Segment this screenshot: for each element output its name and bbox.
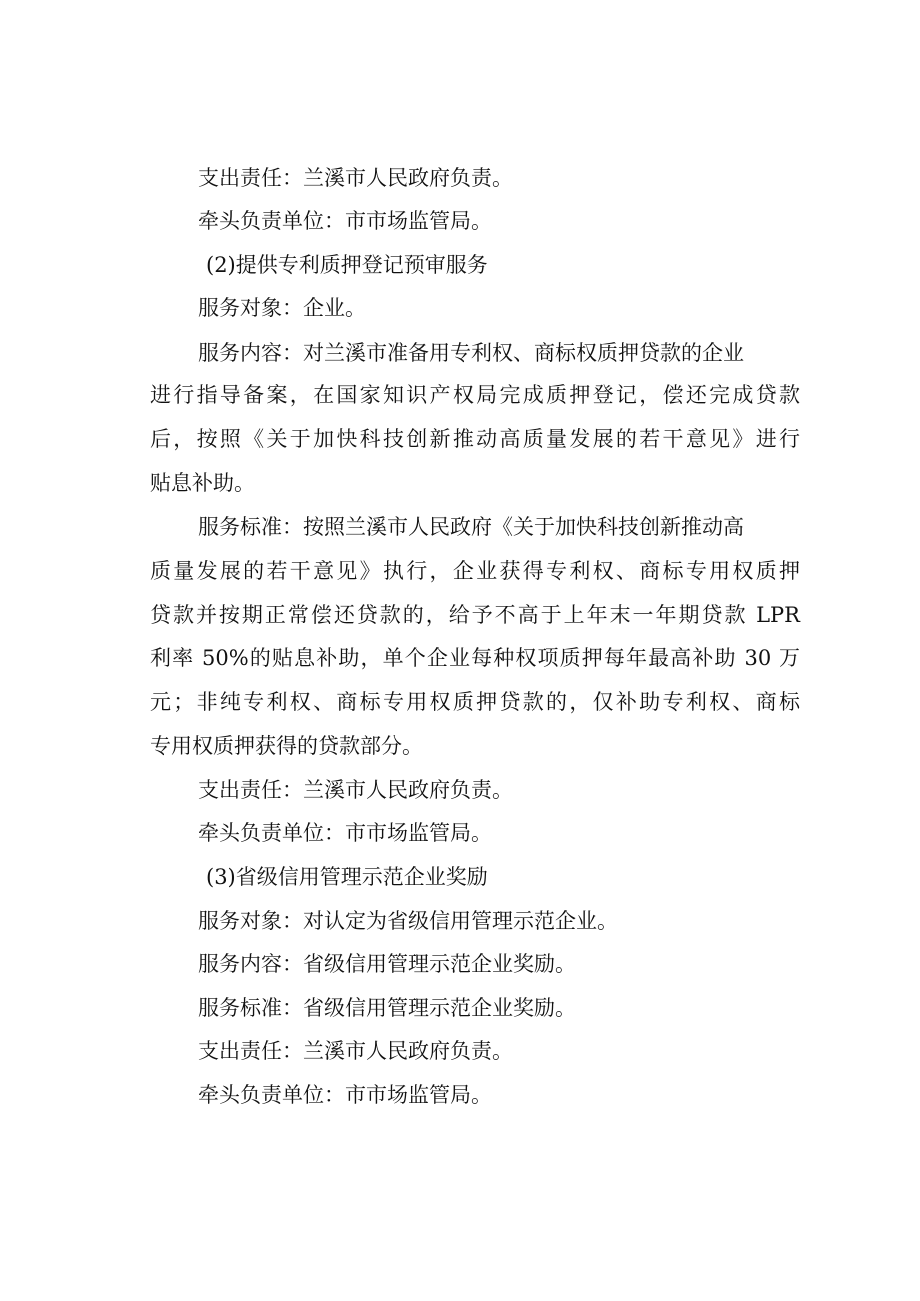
paragraph-service-standard-line: 专用权质押获得的贷款部分。 [150, 734, 423, 758]
paragraph-service-standard-line: 利率 50%的贴息补助，单个企业每种权项质押每年最高补助 30 万 [150, 646, 800, 670]
paragraph-service-content-line: 服务内容：对兰溪市准备用专利权、商标权质押贷款的企业 [198, 341, 744, 365]
paragraph-service-content-line: 贴息补助。 [150, 471, 255, 495]
paragraph-service-target: 服务对象：企业。 [198, 296, 366, 320]
paragraph-service-standard-line: 服务标准：按照兰溪市人民政府《关于加快科技创新推动高 [198, 515, 744, 539]
paragraph-service-standard-line: 质量发展的若干意见》执行，企业获得专利权、商标专用权质押 [150, 559, 800, 583]
section-heading-3: (3)省级信用管理示范企业奖励 [206, 865, 488, 889]
paragraph-expenditure-responsibility: 支出责任：兰溪市人民政府负责。 [198, 166, 513, 190]
paragraph-lead-unit: 牵头负责单位：市市场监管局。 [198, 209, 492, 233]
paragraph-service-content: 服务内容：省级信用管理示范企业奖励。 [198, 952, 576, 976]
paragraph-service-standard-line: 元；非纯专利权、商标专用权质押贷款的，仅补助专利权、商标 [150, 690, 800, 714]
paragraph-service-standard: 服务标准：省级信用管理示范企业奖励。 [198, 996, 576, 1020]
paragraph-expenditure-responsibility: 支出责任：兰溪市人民政府负责。 [198, 1039, 513, 1063]
paragraph-service-standard-line: 贷款并按期正常偿还贷款的，给予不高于上年末一年期贷款 LPR [150, 603, 800, 627]
paragraph-service-content-line: 后，按照《关于加快科技创新推动高质量发展的若干意见》进行 [150, 427, 800, 451]
paragraph-service-target: 服务对象：对认定为省级信用管理示范企业。 [198, 909, 618, 933]
paragraph-expenditure-responsibility: 支出责任：兰溪市人民政府负责。 [198, 778, 513, 802]
paragraph-lead-unit: 牵头负责单位：市市场监管局。 [198, 1083, 492, 1107]
paragraph-lead-unit: 牵头负责单位：市市场监管局。 [198, 821, 492, 845]
section-heading-2: (2)提供专利质押登记预审服务 [206, 253, 488, 277]
paragraph-service-content-line: 进行指导备案，在国家知识产权局完成质押登记，偿还完成贷款 [150, 383, 800, 407]
